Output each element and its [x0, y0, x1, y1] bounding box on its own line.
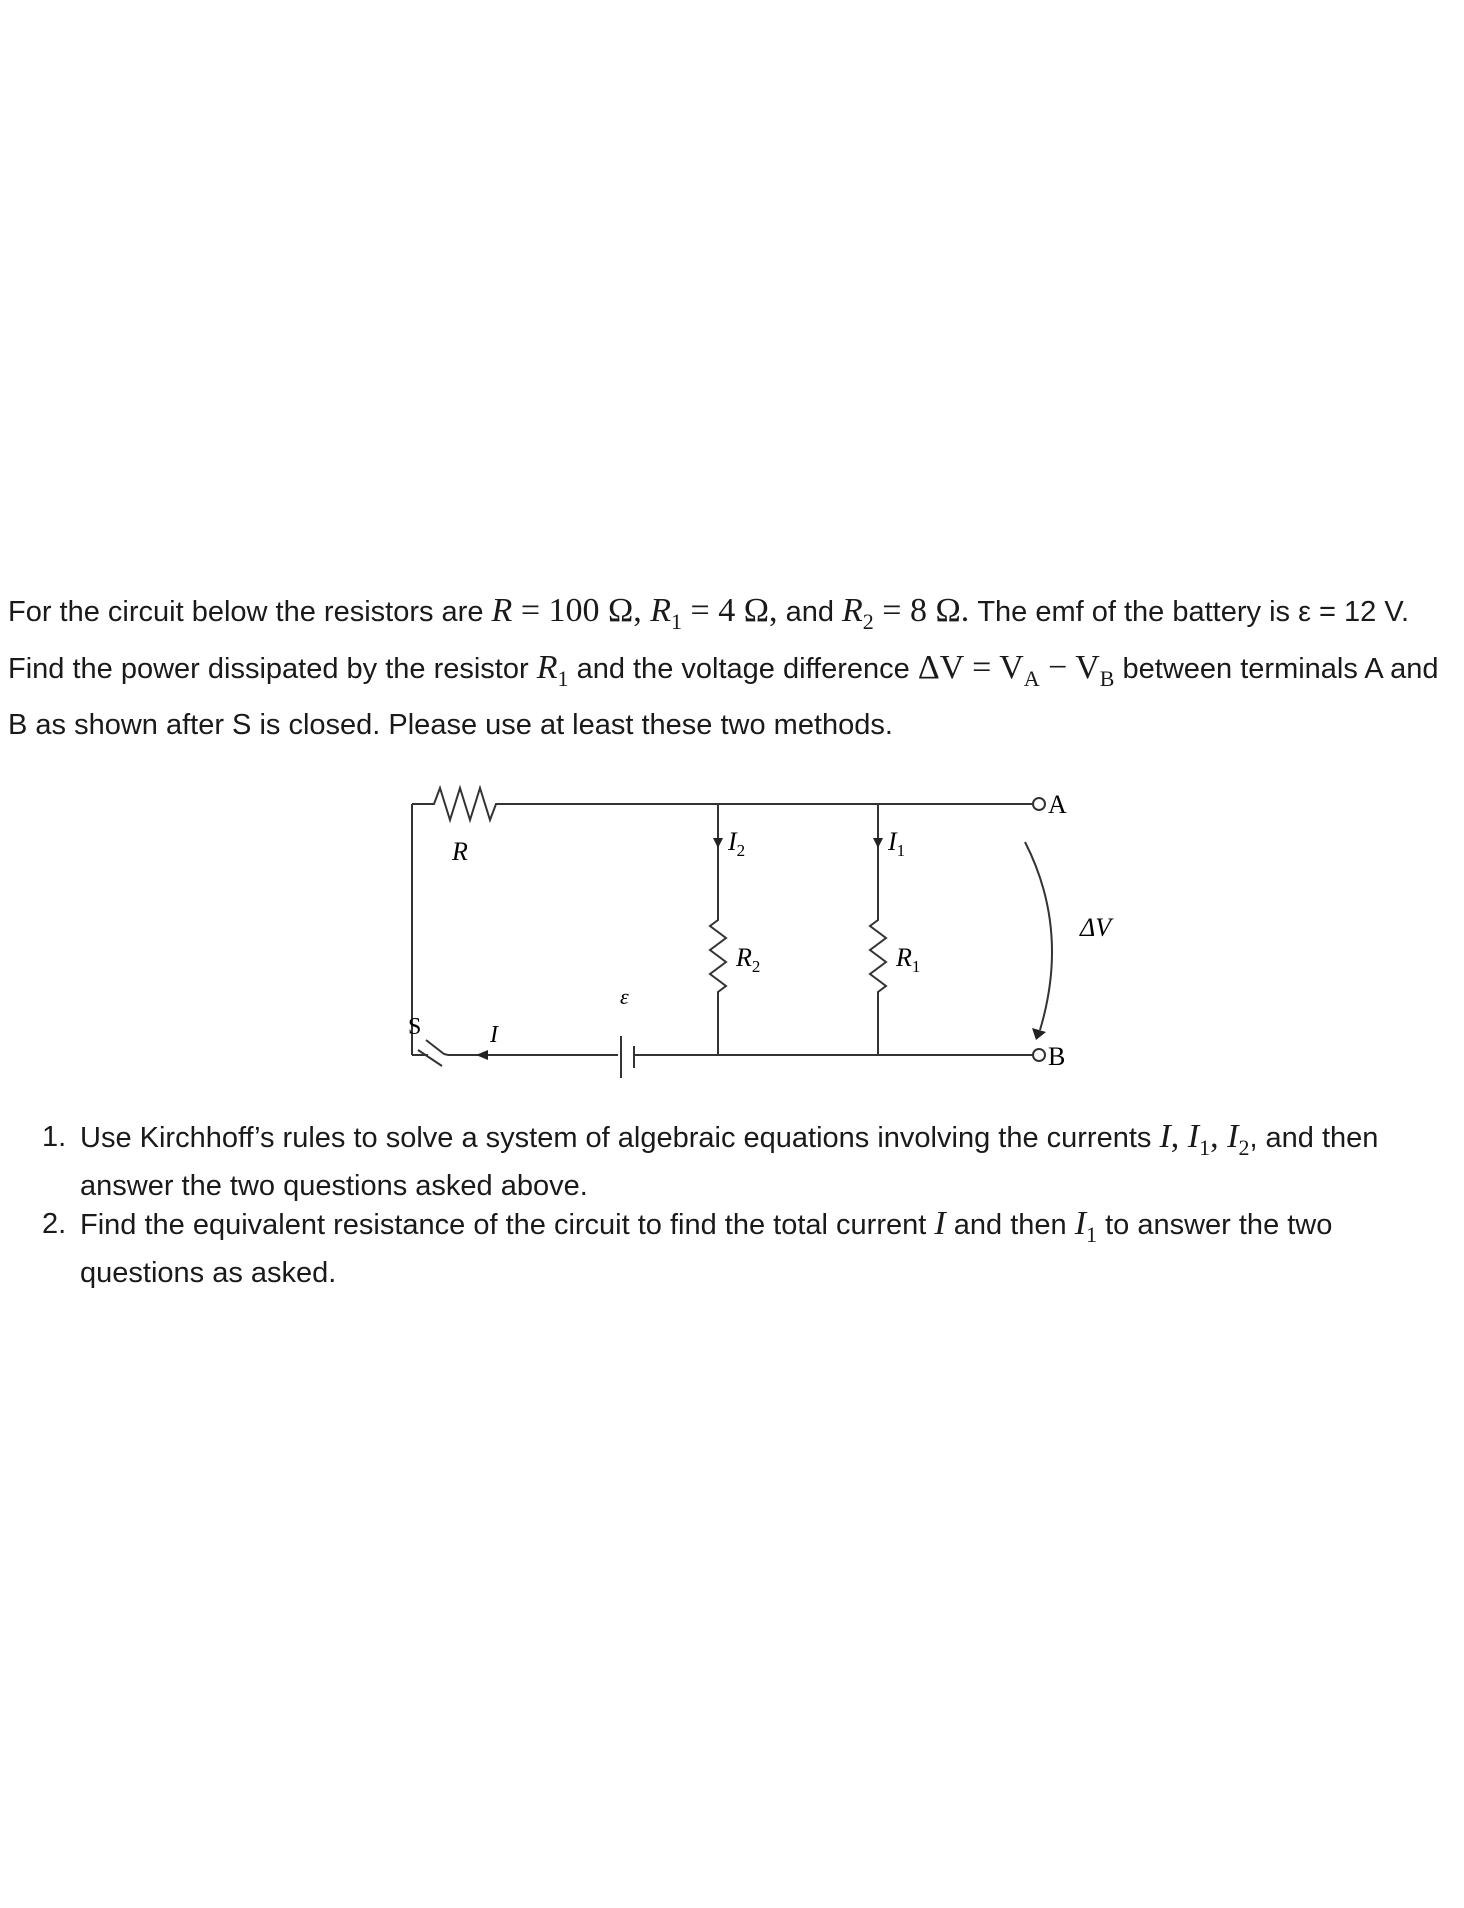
- terminal-b: [1033, 1049, 1045, 1061]
- circuit-diagram: [380, 780, 1140, 1090]
- terminal-a: [1033, 798, 1045, 810]
- math-currents: I, $I_1$, $I_2$: [1159, 1118, 1250, 1160]
- math-I: I: [934, 1204, 946, 1242]
- label-r1: $R_1$: [896, 943, 921, 976]
- label-terminal-b: B: [1048, 1042, 1066, 1071]
- label-i2: $I_2$: [728, 827, 746, 860]
- question-text: and then: [953, 1208, 1067, 1241]
- question-text: to answer the two questions as asked.: [80, 1208, 1333, 1289]
- arrow-i2: [713, 838, 723, 848]
- switch: [412, 1040, 448, 1066]
- arrow-i: [476, 1050, 488, 1060]
- arrow-i1: [873, 838, 883, 848]
- question-item: [40, 1118, 1440, 1205]
- problem-text-3: and the voltage difference: [576, 652, 910, 685]
- question-text: , and then answer the two questions asked above.: [80, 1122, 1379, 1202]
- label-r: R: [452, 837, 468, 866]
- math-R1: $R_1$: [536, 648, 569, 691]
- problem-and: and: [785, 596, 834, 628]
- question-number: 2.: [42, 1207, 67, 1240]
- problem-text-2: The emf of the battery is ε = 12 V. Find the power dissipated by the resistor: [8, 596, 1410, 685]
- label-r2: $R_2$: [736, 943, 761, 976]
- problem-statement: [8, 588, 1458, 748]
- label-i: I: [490, 1022, 498, 1048]
- label-terminal-a: A: [1048, 790, 1067, 819]
- arrow-delta-v: [1032, 1028, 1046, 1040]
- question-text: Find the equivalent resistance of the circuit to find the total current: [80, 1208, 927, 1241]
- question-number: 1.: [42, 1121, 67, 1153]
- question-text: Use Kirchhoff’s rules to solve a system of algebraic equations involving the currents: [80, 1122, 1152, 1154]
- problem-text-4: between terminals A and B as shown after S is closed. Please use at least these two methods.: [8, 652, 1439, 741]
- label-s: S: [408, 1014, 422, 1040]
- top-wire: [412, 788, 1033, 820]
- math-R2-eq: $R_2 = 8$ Ω.: [842, 592, 970, 634]
- label-delta-v: ΔV: [1080, 913, 1112, 942]
- math-I1: $I_1$: [1074, 1204, 1098, 1247]
- math-R-eq: R = 100 Ω, $R_1 = 4$ Ω,: [491, 592, 778, 634]
- question-item: [40, 1205, 1440, 1292]
- math-delta-v: $\Delta V = V_A - V_B$: [917, 648, 1115, 691]
- delta-v-arc: [1025, 842, 1052, 1030]
- label-i1: $I_1$: [888, 827, 906, 860]
- problem-text-1: For the circuit below the resistors are: [8, 596, 484, 628]
- label-emf: ε: [620, 984, 629, 1009]
- question-list: [40, 1118, 1440, 1292]
